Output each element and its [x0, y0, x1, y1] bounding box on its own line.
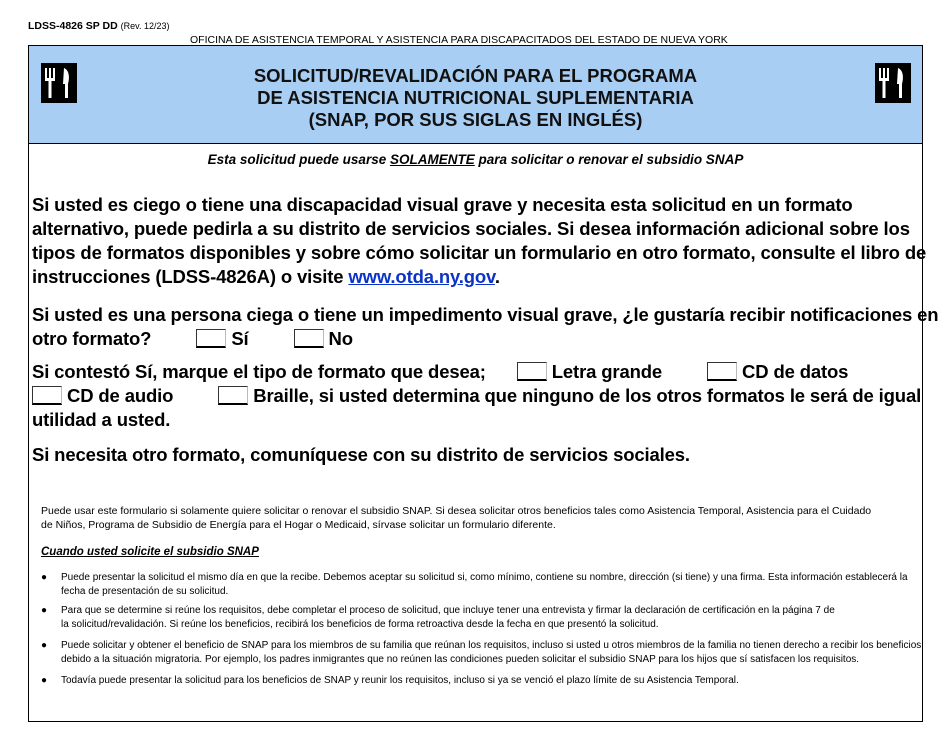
braille-checkbox[interactable] — [218, 386, 248, 405]
data-cd-label: CD de datos — [742, 361, 849, 382]
large-print-checkbox[interactable] — [517, 362, 547, 381]
form-number: LDSS-4826 SP DD — [28, 20, 118, 32]
form-revision: (Rev. 12/23) — [120, 21, 170, 31]
form-code — [28, 20, 169, 32]
bullet-icon: ● — [41, 572, 48, 583]
title-line-3: (SNAP, POR SUS SIGLAS EN INGLÉS) — [308, 109, 643, 130]
bullet-item: ● Puede solicitar y obtener el beneficio de SNAP para los miembros de su familia que reúnan los requisitos, incluso si usted u otros miembros de la familia no tienen derecho a recibir los beneficios debido a la situación migratoria. Por ejemplo, los padres inmigrantes que no reúnen las condiciones pueden solicitar el subsidio SNAP para los hijos que sí satisfacen los requisitos. — [41, 640, 922, 665]
bullet-item: ● Puede presentar la solicitud el mismo día en que la recibe. Debemos aceptar su solicitud si, como mínimo, contiene su nombre, dirección (si tiene) y una firma. Esta información establecerá la fecha de presentación de su solicitud. — [41, 572, 908, 597]
fork-knife-logo-icon — [875, 63, 911, 103]
when-applying-heading: Cuando usted solicite el subsidio SNAP — [41, 546, 259, 558]
form-title — [149, 65, 802, 131]
title-line-1: SOLICITUD/REVALIDACIÓN PARA EL PROGRAMA — [253, 65, 698, 86]
notification-no-checkbox[interactable] — [294, 329, 324, 348]
intro-paragraph: Puede usar este formulario si solamente quiere solicitar o renovar el subsidio SNAP. Si desea solicitar otros beneficios tales como Asistencia Temporal, Asistencia para el Cuidado de Niños, Programa de Subsidio de Energía para el Hogar o Medicaid, sírvase solicitar un formulario diferente. — [41, 505, 872, 531]
usage-emphasis: SOLAMENTE — [389, 152, 475, 167]
data-cd-checkbox[interactable] — [707, 362, 737, 381]
fork-knife-logo-icon — [41, 63, 77, 103]
bullet-item: ● Todavía puede presentar la solicitud para los beneficios de SNAP y reunir los requisitos, incluso si ya se venció el plazo límite de su Asistencia Temporal. — [41, 675, 739, 686]
agency-name: OFICINA DE ASISTENCIA TEMPORAL Y ASISTENCIA PARA DISCAPACITADOS DEL ESTADO DE NUEVA YORK — [190, 34, 728, 46]
notification-question: Si usted es una persona ciega o tiene un impedimento visual grave, ¿le gustaría recibir notificaciones en otro formato? Sí No — [32, 304, 939, 349]
title-banner — [29, 46, 922, 144]
usage-notice: Esta solicitud puede usarse SOLAMENTE para solicitar o renovar el subsidio SNAP — [207, 152, 744, 167]
audio-cd-label: CD de audio — [67, 385, 174, 406]
bullet-icon: ● — [41, 605, 48, 616]
large-print-label: Letra grande — [551, 361, 663, 382]
audio-cd-checkbox[interactable] — [32, 386, 62, 405]
otda-website-link[interactable]: www.otda.ny.gov — [348, 266, 495, 287]
braille-label-continued: utilidad a usted. — [32, 409, 171, 430]
bullet-item: ● Para que se determine si reúne los requisitos, debe completar el proceso de solicitud, que incluye tener una entrevista y firmar la declaración de certificación en la página 7 de la solicitud/revalidación. Si reúne los beneficios, recibirá los beneficios de forma retroactiva desde la fecha en que presentó la solicitud. — [41, 605, 835, 630]
other-format-instruction: Si necesita otro formato, comuníquese con su distrito de servicios sociales. — [32, 444, 690, 465]
bullet-icon: ● — [41, 675, 48, 686]
notification-yes-checkbox[interactable] — [196, 329, 226, 348]
accessibility-paragraph: Si usted es ciego o tiene una discapacidad visual grave y necesita esta solicitud en un formato alternativo, puede pedirla a su distrito de servicios sociales. Si desea información adicional sobre los tipos de formatos disponibles y sobre cómo solicitar un formulario en otro formato, consulte el libro de instrucciones (LDSS-4826A) o visite www.otda.ny.gov. — [32, 194, 927, 287]
bullet-icon: ● — [41, 640, 48, 651]
form-frame — [28, 45, 939, 722]
braille-label: Braille, si usted determina que ninguno de los otros formatos le será de igual — [253, 385, 922, 406]
title-line-2: DE ASISTENCIA NUTRICIONAL SUPLEMENTARIA — [257, 87, 694, 108]
format-question: Si contestó Sí, marque el tipo de formato que desea; Letra grande CD de datos CD de audio Braille, si usted determina que ninguno de los otros formatos le será de igual utilidad a usted. — [32, 361, 922, 430]
notification-yes-label: Sí — [231, 328, 249, 349]
notification-no-label: No — [328, 328, 353, 349]
